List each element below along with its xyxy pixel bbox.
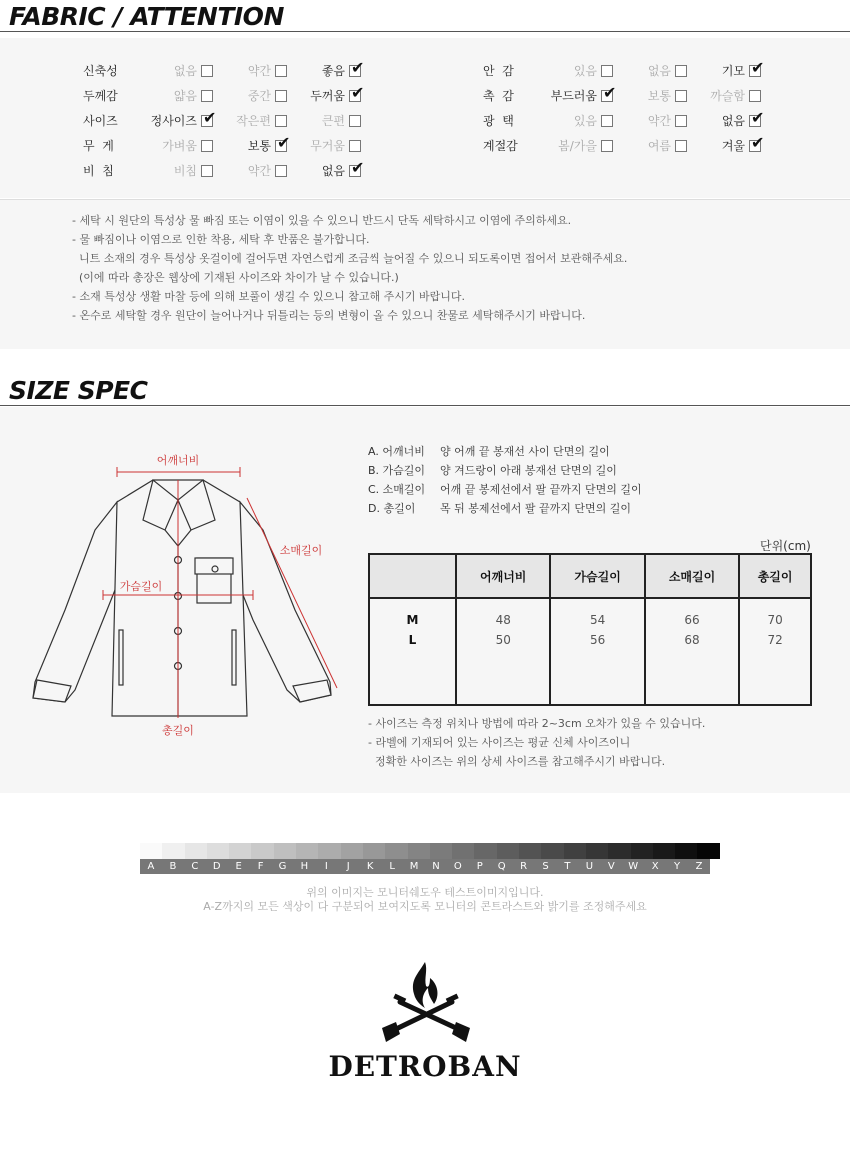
option-label: 없음 <box>721 114 745 128</box>
swatch-letter: D <box>212 861 221 872</box>
size-section-header <box>0 374 850 406</box>
gray-swatch <box>185 843 207 859</box>
gray-swatch <box>631 843 653 859</box>
option-label: 있음 <box>573 64 597 78</box>
attribute-option[interactable] <box>133 162 213 179</box>
gray-swatch <box>296 843 318 859</box>
attribute-option[interactable] <box>607 87 687 104</box>
checkbox-icon[interactable] <box>749 90 761 102</box>
swatch-letter: W <box>628 861 639 872</box>
gray-swatch <box>519 843 541 859</box>
table-header: 가슴길이 <box>550 554 644 598</box>
attribute-option[interactable] <box>533 82 617 104</box>
option-label: 약간 <box>247 164 271 178</box>
gray-swatch <box>318 843 340 859</box>
swatch-letter: X <box>651 861 659 872</box>
table-spacer-row <box>369 647 811 705</box>
option-label: 보통 <box>247 139 271 153</box>
check-icon: ✔ <box>351 157 365 177</box>
right-sleeve <box>237 502 331 702</box>
size-table <box>368 553 812 706</box>
checkbox-icon[interactable] <box>349 140 361 152</box>
attribute-option[interactable] <box>607 137 687 154</box>
value-cell: 56 <box>550 627 644 647</box>
definition-row: A. 어깨너비 양 어깨 끝 봉재선 사이 단면의 길이 <box>368 445 610 458</box>
swatch-letter: H <box>300 861 309 872</box>
care-notes <box>72 211 627 325</box>
value-cell: 70 <box>739 598 811 627</box>
care-note: - 물 빠짐이나 이염으로 인한 착용, 세탁 후 반품은 불가합니다. <box>72 233 370 246</box>
monitor-test-swatches <box>140 843 720 859</box>
swatch-letter: Z <box>695 861 703 872</box>
option-label: 보통 <box>647 89 671 103</box>
option-label: 작은편 <box>236 114 271 128</box>
attribute-name: 계절감 <box>483 139 518 153</box>
monitor-note-1: 위의 이미지는 모니터쉐도우 테스트이미지입니다. <box>306 886 544 899</box>
attribute-option[interactable] <box>133 107 217 129</box>
monitor-test-letters <box>140 859 710 874</box>
option-label: 부드러움 <box>550 89 597 103</box>
care-note: 니트 소재의 경우 특성상 옷걸이에 걸어두면 자연스럽게 조금씩 늘어질 수 있으니 되도록이면 접어서 보관해주세요. <box>72 252 628 265</box>
attribute-name: 사이즈 <box>83 114 118 128</box>
swatch-letter: A <box>147 861 155 872</box>
size-cell: L <box>369 627 456 647</box>
definition-row: C. 소매길이 어깨 끝 봉제선에서 팔 끝까지 단면의 길이 <box>368 483 642 496</box>
care-note: - 세탁 시 원단의 특성상 물 빠짐 또는 이염이 있을 수 있으니 반드시 단독 세탁하시고 이염에 주의하세요. <box>72 214 572 227</box>
attribute-option[interactable] <box>281 112 361 129</box>
swatch-letter: S <box>542 861 549 872</box>
attribute-option[interactable] <box>133 137 213 154</box>
swatch-letter: E <box>235 861 242 872</box>
unit-label: 단위(cm) <box>760 539 811 553</box>
gray-swatch <box>608 843 630 859</box>
check-icon: ✔ <box>603 82 617 102</box>
gray-swatch <box>229 843 251 859</box>
option-label: 없음 <box>173 64 197 78</box>
gray-swatch <box>653 843 675 859</box>
table-row <box>369 627 811 647</box>
table-header-blank <box>369 554 456 598</box>
size-footnote: 정확한 사이즈는 위의 상세 사이즈를 참고해주시기 바랍니다. <box>368 755 666 768</box>
sleeve-label: 소매길이 <box>279 544 323 557</box>
definition-row: D. 총길이 목 뒤 봉제선에서 팔 끝까지 단면의 길이 <box>368 502 631 515</box>
swatch-letter: F <box>257 861 264 872</box>
option-label: 비침 <box>173 164 197 178</box>
option-label: 정사이즈 <box>150 114 197 128</box>
value-cell: 50 <box>456 627 550 647</box>
option-label: 무거움 <box>310 139 345 153</box>
gray-swatch <box>541 843 563 859</box>
gray-swatch <box>341 843 363 859</box>
chest-label: 가슴길이 <box>119 580 163 593</box>
gray-swatch <box>430 843 452 859</box>
attribute-option[interactable] <box>281 57 365 79</box>
value-cell: 66 <box>645 598 739 627</box>
left-sleeve <box>33 502 119 702</box>
swatch-letter: Q <box>497 861 506 872</box>
gray-swatch <box>452 843 474 859</box>
attribute-option[interactable] <box>207 112 287 129</box>
check-icon: ✔ <box>277 132 291 152</box>
gray-swatch <box>497 843 519 859</box>
gray-swatch <box>564 843 586 859</box>
option-label: 좋음 <box>321 64 345 78</box>
option-label: 없음 <box>647 64 671 78</box>
fabric-section-header <box>0 0 850 32</box>
gray-swatch <box>162 843 184 859</box>
swatch-letter: R <box>520 861 528 872</box>
attribute-option[interactable] <box>207 162 287 179</box>
check-icon: ✔ <box>351 82 365 102</box>
gray-swatch <box>274 843 296 859</box>
gray-swatch <box>474 843 496 859</box>
option-label: 중간 <box>247 89 271 103</box>
attribute-option[interactable] <box>533 62 613 79</box>
option-label: 얇음 <box>173 89 197 103</box>
attribute-option[interactable] <box>607 62 687 79</box>
length-label: 총길이 <box>162 724 194 737</box>
attribute-option[interactable] <box>607 112 687 129</box>
definition-row: B. 가슴길이 양 겨드랑이 아래 봉재선 단면의 길이 <box>368 464 617 477</box>
swatch-letter: J <box>346 861 350 872</box>
option-label: 있음 <box>573 114 597 128</box>
swatch-letter: Y <box>674 861 681 872</box>
measurement-definitions <box>368 442 642 518</box>
option-label: 기모 <box>721 64 745 78</box>
gray-swatch <box>408 843 430 859</box>
swatch-letter: I <box>324 861 328 872</box>
size-footnote: - 사이즈는 측정 위치나 방법에 따라 2~3cm 오차가 있을 수 있습니다. <box>368 717 706 730</box>
table-header: 총길이 <box>739 554 811 598</box>
attribute-option[interactable] <box>281 82 365 104</box>
table-header-row <box>369 554 811 598</box>
swatch-letter: U <box>585 861 594 872</box>
size-cell: M <box>369 598 456 627</box>
attribute-name: 안 감 <box>483 64 514 78</box>
swatch-letter: O <box>453 861 462 872</box>
option-label: 봄/가을 <box>558 139 597 153</box>
attribute-option[interactable] <box>133 87 213 104</box>
size-title: SIZE SPEC <box>9 376 148 405</box>
size-footnotes <box>368 714 705 771</box>
shoulder-measure-line <box>117 467 240 477</box>
checked-checkbox-icon[interactable] <box>749 107 765 127</box>
swatch-letter: C <box>191 861 199 872</box>
option-label: 두꺼움 <box>310 89 345 103</box>
gray-swatch <box>207 843 229 859</box>
value-cell: 54 <box>550 598 644 627</box>
option-label: 까슬함 <box>710 89 745 103</box>
attribute-name: 두께감 <box>83 89 118 103</box>
attribute-option[interactable] <box>681 87 761 104</box>
attribute-option[interactable] <box>681 107 765 129</box>
check-icon: ✔ <box>351 57 365 77</box>
swatch-letter: M <box>409 861 419 872</box>
table-row <box>369 598 811 627</box>
option-label: 가벼움 <box>162 139 197 153</box>
attribute-name: 무 게 <box>83 139 114 153</box>
fabric-title: FABRIC / ATTENTION <box>9 2 284 31</box>
swatch-letter: P <box>476 861 483 872</box>
attribute-option[interactable] <box>281 137 361 154</box>
attribute-option[interactable] <box>207 62 287 79</box>
gray-swatch <box>140 843 162 859</box>
option-label: 약간 <box>247 64 271 78</box>
swatch-letter: G <box>278 861 287 872</box>
size-footnote: - 라벨에 기재되어 있는 사이즈는 평균 신체 사이즈이니 <box>368 736 631 749</box>
attribute-option[interactable] <box>681 57 765 79</box>
care-note: - 온수로 세탁할 경우 원단이 늘어나거나 뒤틀리는 등의 변형이 올 수 있으니 찬물로 세탁해주시기 바랍니다. <box>72 309 586 322</box>
gray-swatch <box>586 843 608 859</box>
attribute-name: 비 침 <box>83 164 114 178</box>
swatch-letter: T <box>564 861 571 872</box>
value-cell: 48 <box>456 598 550 627</box>
swatch-letter: N <box>432 861 440 872</box>
option-label: 큰편 <box>321 114 345 128</box>
attribute-option[interactable] <box>133 62 213 79</box>
check-icon: ✔ <box>751 57 765 77</box>
checked-checkbox-icon[interactable] <box>749 57 765 77</box>
table-header: 소매길이 <box>645 554 739 598</box>
attribute-option[interactable] <box>207 132 291 154</box>
monitor-note-2: A-Z까지의 모든 색상이 다 구분되어 보여지도록 모니터의 콘트라스트와 밝기를 조정해주세요 <box>203 900 647 913</box>
jacket-diagram <box>25 450 345 740</box>
check-icon: ✔ <box>203 107 217 127</box>
shoulder-label: 어깨너비 <box>156 454 200 467</box>
attribute-name: 광 택 <box>483 114 514 128</box>
table-header: 어깨너비 <box>456 554 550 598</box>
checked-checkbox-icon[interactable] <box>349 57 365 77</box>
checked-checkbox-icon[interactable] <box>749 132 765 152</box>
option-label: 없음 <box>321 164 345 178</box>
swatch-letter: K <box>366 861 374 872</box>
attribute-option[interactable] <box>207 87 287 104</box>
attribute-name: 신축성 <box>83 64 118 78</box>
attribute-option[interactable] <box>681 132 765 154</box>
gray-swatch <box>675 843 697 859</box>
gray-swatch <box>385 843 407 859</box>
gray-swatch <box>363 843 385 859</box>
option-label: 겨울 <box>721 139 745 153</box>
care-note: (이에 따라 총장은 웹상에 기재된 사이즈와 차이가 날 수 있습니다.) <box>72 271 399 284</box>
swatch-letter: B <box>169 861 177 872</box>
value-cell: 72 <box>739 627 811 647</box>
option-label: 약간 <box>647 114 671 128</box>
value-cell: 68 <box>645 627 739 647</box>
gray-swatch <box>697 843 719 859</box>
swatch-letter: L <box>389 861 395 872</box>
attribute-option[interactable] <box>533 112 613 129</box>
attribute-name: 촉 감 <box>483 89 514 103</box>
brand-name: DETROBAN <box>328 1050 522 1083</box>
attribute-option[interactable] <box>533 137 613 154</box>
attribute-option[interactable] <box>281 157 365 179</box>
checkbox-icon[interactable] <box>349 115 361 127</box>
brand-logo-icon <box>370 958 480 1050</box>
checked-checkbox-icon[interactable] <box>349 82 365 102</box>
checked-checkbox-icon[interactable] <box>349 157 365 177</box>
check-icon: ✔ <box>751 107 765 127</box>
check-icon: ✔ <box>751 132 765 152</box>
option-label: 여름 <box>647 139 671 153</box>
swatch-letter: V <box>607 861 615 872</box>
gray-swatch <box>251 843 273 859</box>
care-note: - 소재 특성상 생활 마찰 등에 의해 보풀이 생길 수 있으니 참고해 주시기 바랍니다. <box>72 290 465 303</box>
